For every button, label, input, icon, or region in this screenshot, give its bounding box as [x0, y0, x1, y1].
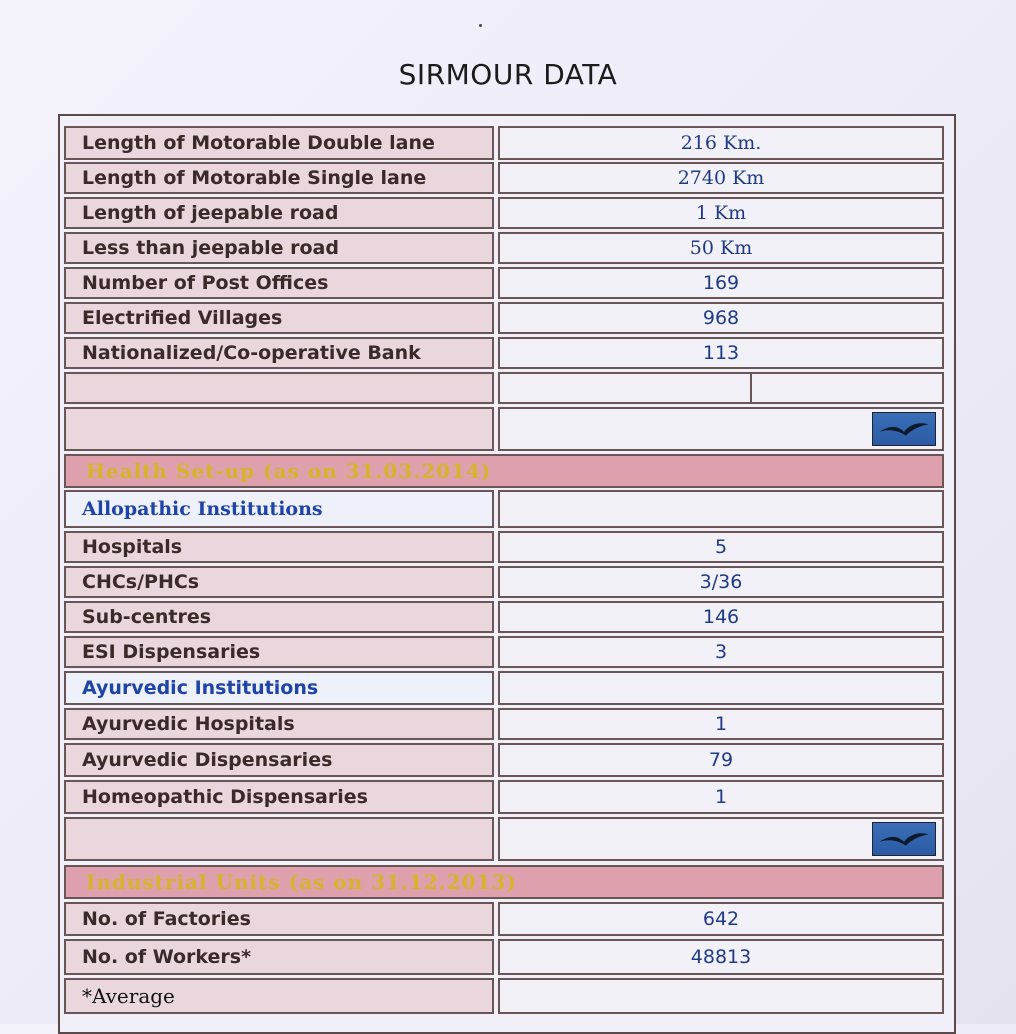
table-row: [60, 232, 954, 264]
table-row: [60, 780, 954, 814]
empty-row: [60, 407, 954, 451]
row-value: 1: [498, 780, 944, 814]
empty-value-cell: [498, 817, 944, 861]
industry-header: Industrial Units (as on 31.12.2013): [64, 865, 944, 899]
row-value: 3: [498, 636, 944, 668]
ayurvedic-heading: Ayurvedic Institutions: [64, 671, 494, 705]
allopathic-heading: Allopathic Institutions: [64, 490, 494, 528]
row-value: 79: [498, 743, 944, 777]
row-value: 50 Km: [498, 232, 944, 264]
section-header: [60, 454, 954, 488]
table-row: [60, 601, 954, 633]
empty-label-cell: [64, 407, 494, 451]
row-label: Hospitals: [64, 531, 494, 563]
section-header: [60, 865, 954, 899]
row-value: 2740 Km: [498, 162, 944, 194]
row-value: 1: [498, 708, 944, 740]
row-value: 968: [498, 302, 944, 334]
table-row: [60, 197, 954, 229]
row-value: 146: [498, 601, 944, 633]
bird-icon: [872, 822, 936, 856]
row-label: Less than jeepable road: [64, 232, 494, 264]
empty-row: [60, 817, 954, 861]
empty-row: [60, 372, 954, 404]
table-row: [60, 162, 954, 194]
table-row: [60, 743, 954, 777]
table-row: [60, 636, 954, 668]
row-label: ESI Dispensaries: [64, 636, 494, 668]
empty-value-cell: [750, 372, 944, 404]
row-label: Nationalized/Co-operative Bank: [64, 337, 494, 369]
row-label: Homeopathic Dispensaries: [64, 780, 494, 814]
table-row: [60, 978, 954, 1014]
bird-icon: [872, 412, 936, 446]
empty-value-cell: [498, 372, 758, 404]
table-row: [60, 902, 954, 936]
table-row: [60, 302, 954, 334]
row-label: No. of Workers*: [64, 939, 494, 975]
row-label: Length of Motorable Double lane: [64, 126, 494, 160]
row-value: 169: [498, 267, 944, 299]
row-label: Ayurvedic Hospitals: [64, 708, 494, 740]
row-value: 3/36: [498, 566, 944, 598]
empty-value-cell: [498, 407, 944, 451]
row-label: Ayurvedic Dispensaries: [64, 743, 494, 777]
table-row: [60, 531, 954, 563]
empty-label-cell: [64, 817, 494, 861]
row-value: 48813: [498, 939, 944, 975]
row-label: Sub-centres: [64, 601, 494, 633]
row-value: 216 Km.: [498, 126, 944, 160]
data-table: [58, 114, 956, 1034]
row-label: CHCs/PHCs: [64, 566, 494, 598]
page-title: SIRMOUR DATA: [398, 58, 618, 91]
row-label: Number of Post Offices: [64, 267, 494, 299]
health-header: Health Set-up (as on 31.03.2014): [64, 454, 944, 488]
empty-label-cell: [64, 372, 494, 404]
row-label: Length of Motorable Single lane: [64, 162, 494, 194]
row-value: 113: [498, 337, 944, 369]
footnote: *Average: [64, 978, 494, 1014]
empty-value-cell: [498, 671, 944, 705]
empty-value-cell: [498, 490, 944, 528]
table-row: [60, 566, 954, 598]
speck: [479, 24, 482, 27]
table-row: [60, 708, 954, 740]
row-label: No. of Factories: [64, 902, 494, 936]
row-label: Electrified Villages: [64, 302, 494, 334]
table-row: [60, 337, 954, 369]
row-value: 1 Km: [498, 197, 944, 229]
row-value: 5: [498, 531, 944, 563]
table-row: [60, 267, 954, 299]
row-label: Length of jeepable road: [64, 197, 494, 229]
row-value: 642: [498, 902, 944, 936]
table-row: [60, 939, 954, 975]
subheading-row: [60, 671, 954, 705]
subheading-row: [60, 490, 954, 528]
table-row: [60, 126, 954, 160]
empty-value-cell: [498, 978, 944, 1014]
